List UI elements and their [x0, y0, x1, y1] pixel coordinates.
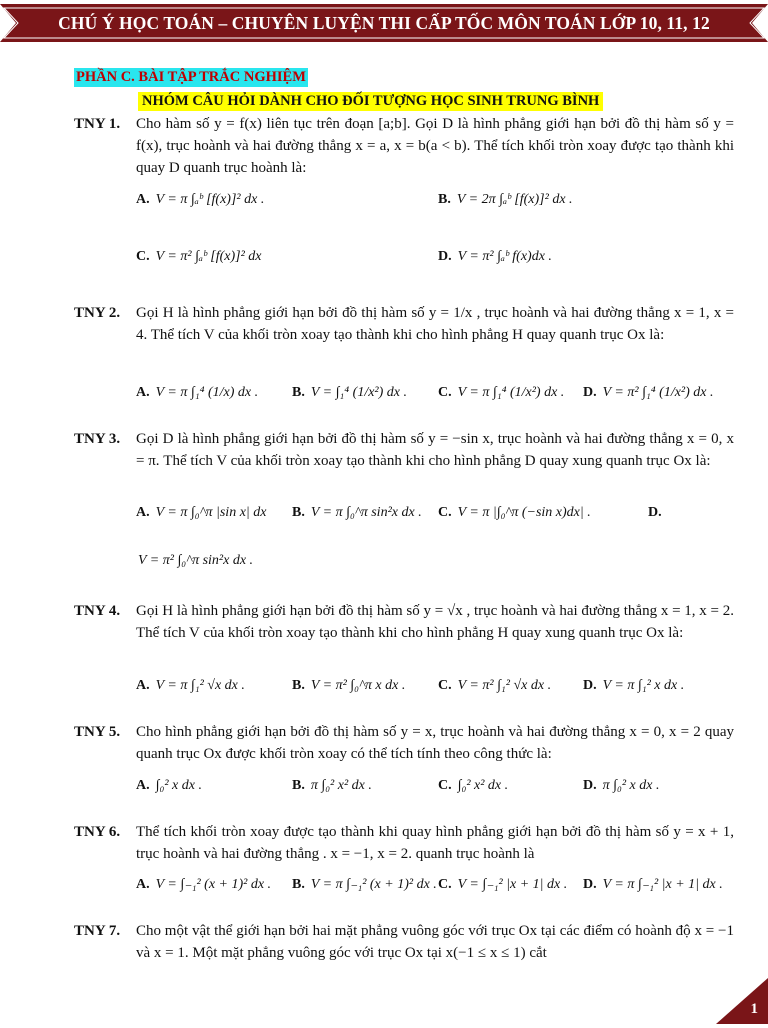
- option-b: B. π ∫₀² x² dx .: [292, 778, 372, 793]
- option-c: C. V = π ∫₁⁴ (1/x²) dx .: [438, 385, 565, 400]
- option-b: B. V = 2π ∫ₐᵇ [f(x)]² dx .: [438, 192, 573, 207]
- question-text: Cho hàm số y = f(x) liên tục trên đoạn [a;b]. Gọi D là hình phẳng giới hạn bởi đồ thị hàm số y = f(x), trục hoành và hai đường thẳng x = a, x = b(a < b). Thể tích khối tròn xoay được tạo thành khi quay D quanh trục hoành là:: [136, 116, 734, 176]
- option-d: D. V = π ∫₋₁² |x + 1| dx .: [583, 877, 723, 892]
- question-number: TNY 4.: [74, 603, 121, 619]
- option-d: D. V = π ∫₁² x dx .: [583, 678, 685, 693]
- question-6: [74, 821, 734, 865]
- question-1: [74, 113, 734, 179]
- option-c: C. V = π² ∫ₐᵇ [f(x)]² dx: [136, 249, 262, 264]
- option-b: B. V = π ∫₀^π sin²x dx .: [292, 505, 422, 520]
- option-d-letter: D.: [648, 505, 662, 520]
- question-text: Cho hình phẳng giới hạn bởi đồ thị hàm số y = x, trục hoành và hai đường thẳng x = 0, x = 2 quay quanh trục Ox được khối tròn xoay có thể tích tính theo công thức là:: [136, 724, 734, 762]
- question-text: Gọi H là hình phẳng giới hạn bởi đồ thị hàm số y = √x , trục hoành và hai đường thẳng x = 1, x = 2. Thể tích V của khối tròn xoay tạo thành khi cho hình phẳng H quay xung quanh trục Ox là:: [136, 603, 734, 641]
- option-c: C. V = π |∫₀^π (−sin x)dx| .: [438, 505, 591, 520]
- question-number: TNY 7.: [74, 923, 121, 939]
- question-text: Gọi H là hình phẳng giới hạn bởi đồ thị hàm số y = 1/x , trục hoành và hai đường thẳng x = 1, x = 4. Thể tích V của khối tròn xoay tạo thành khi cho hình phẳng H quay quanh trục Ox là:: [136, 305, 734, 343]
- option-c: C. V = ∫₋₁² |x + 1| dx .: [438, 877, 568, 892]
- question-number: TNY 1.: [74, 116, 121, 132]
- option-b: B. V = ∫₁⁴ (1/x²) dx .: [292, 385, 407, 400]
- question-text: Gọi D là hình phẳng giới hạn bởi đồ thị hàm số y = −sin x, trục hoành và hai đường thẳng x = 0, x = π. Thể tích V của khối tròn xoay tạo thành khi cho hình phẳng D quay xung quanh trục Ox là:: [136, 431, 734, 469]
- option-b: B. V = π ∫₋₁² (x + 1)² dx .: [292, 877, 437, 892]
- option-c: C. V = π² ∫₁² √x dx .: [438, 678, 552, 693]
- question-4: [74, 600, 734, 644]
- question-2: [74, 302, 734, 346]
- option-d: V = π² ∫₀^π sin²x dx .: [138, 553, 254, 568]
- option-a: A. V = π ∫ₐᵇ [f(x)]² dx .: [136, 192, 265, 207]
- header-banner: [0, 0, 768, 46]
- question-5: [74, 721, 734, 765]
- question-number: TNY 2.: [74, 305, 121, 321]
- section-title: PHẦN C. BÀI TẬP TRẮC NGHIỆM: [76, 69, 306, 85]
- option-a: A. V = ∫₋₁² (x + 1)² dx .: [136, 877, 272, 892]
- option-c: C. ∫₀² x² dx .: [438, 778, 509, 793]
- option-d: D. V = π² ∫ₐᵇ f(x)dx .: [438, 249, 552, 264]
- header-title: CHÚ Ý HỌC TOÁN – CHUYÊN LUYỆN THI CẤP TỐC MÔN TOÁN LỚP 10, 11, 12: [58, 13, 710, 33]
- option-a: A. ∫₀² x dx .: [136, 778, 202, 793]
- option-a: A. V = π ∫₀^π |sin x| dx: [136, 505, 267, 520]
- question-7: [74, 920, 734, 964]
- page-number-badge: [716, 978, 768, 1024]
- page-corner-shape: [716, 978, 768, 1024]
- option-b: B. V = π² ∫₀^π x dx .: [292, 678, 406, 693]
- question-number: TNY 5.: [74, 724, 121, 740]
- group-title: NHÓM CÂU HỎI DÀNH CHO ĐỐI TƯỢNG HỌC SINH TRUNG BÌNH: [138, 92, 603, 111]
- question-number: TNY 3.: [74, 431, 121, 447]
- option-a: A. V = π ∫₁² √x dx .: [136, 678, 245, 693]
- question-3: [74, 428, 734, 472]
- question-text: Thể tích khối tròn xoay được tạo thành khi quay hình phẳng giới hạn bởi đồ thị hàm số y = x + 1, trục hoành và hai đường thẳng . x = −1, x = 2. quanh trục hoành là: [136, 824, 734, 862]
- option-d: D. π ∫₀² x dx .: [583, 778, 660, 793]
- page-number: 1: [750, 1001, 758, 1017]
- option-d: D. V = π² ∫₁⁴ (1/x²) dx .: [583, 385, 714, 400]
- question-text: Cho một vật thể giới hạn bởi hai mặt phẳng vuông góc với trục Ox tại các điểm có hoành độ x = −1 và x = 1. Một mặt phẳng vuông góc với trục Ox tại x(−1 ≤ x ≤ 1) cắt: [136, 923, 734, 961]
- option-a: A. V = π ∫₁⁴ (1/x) dx .: [136, 385, 259, 400]
- question-number: TNY 6.: [74, 824, 121, 840]
